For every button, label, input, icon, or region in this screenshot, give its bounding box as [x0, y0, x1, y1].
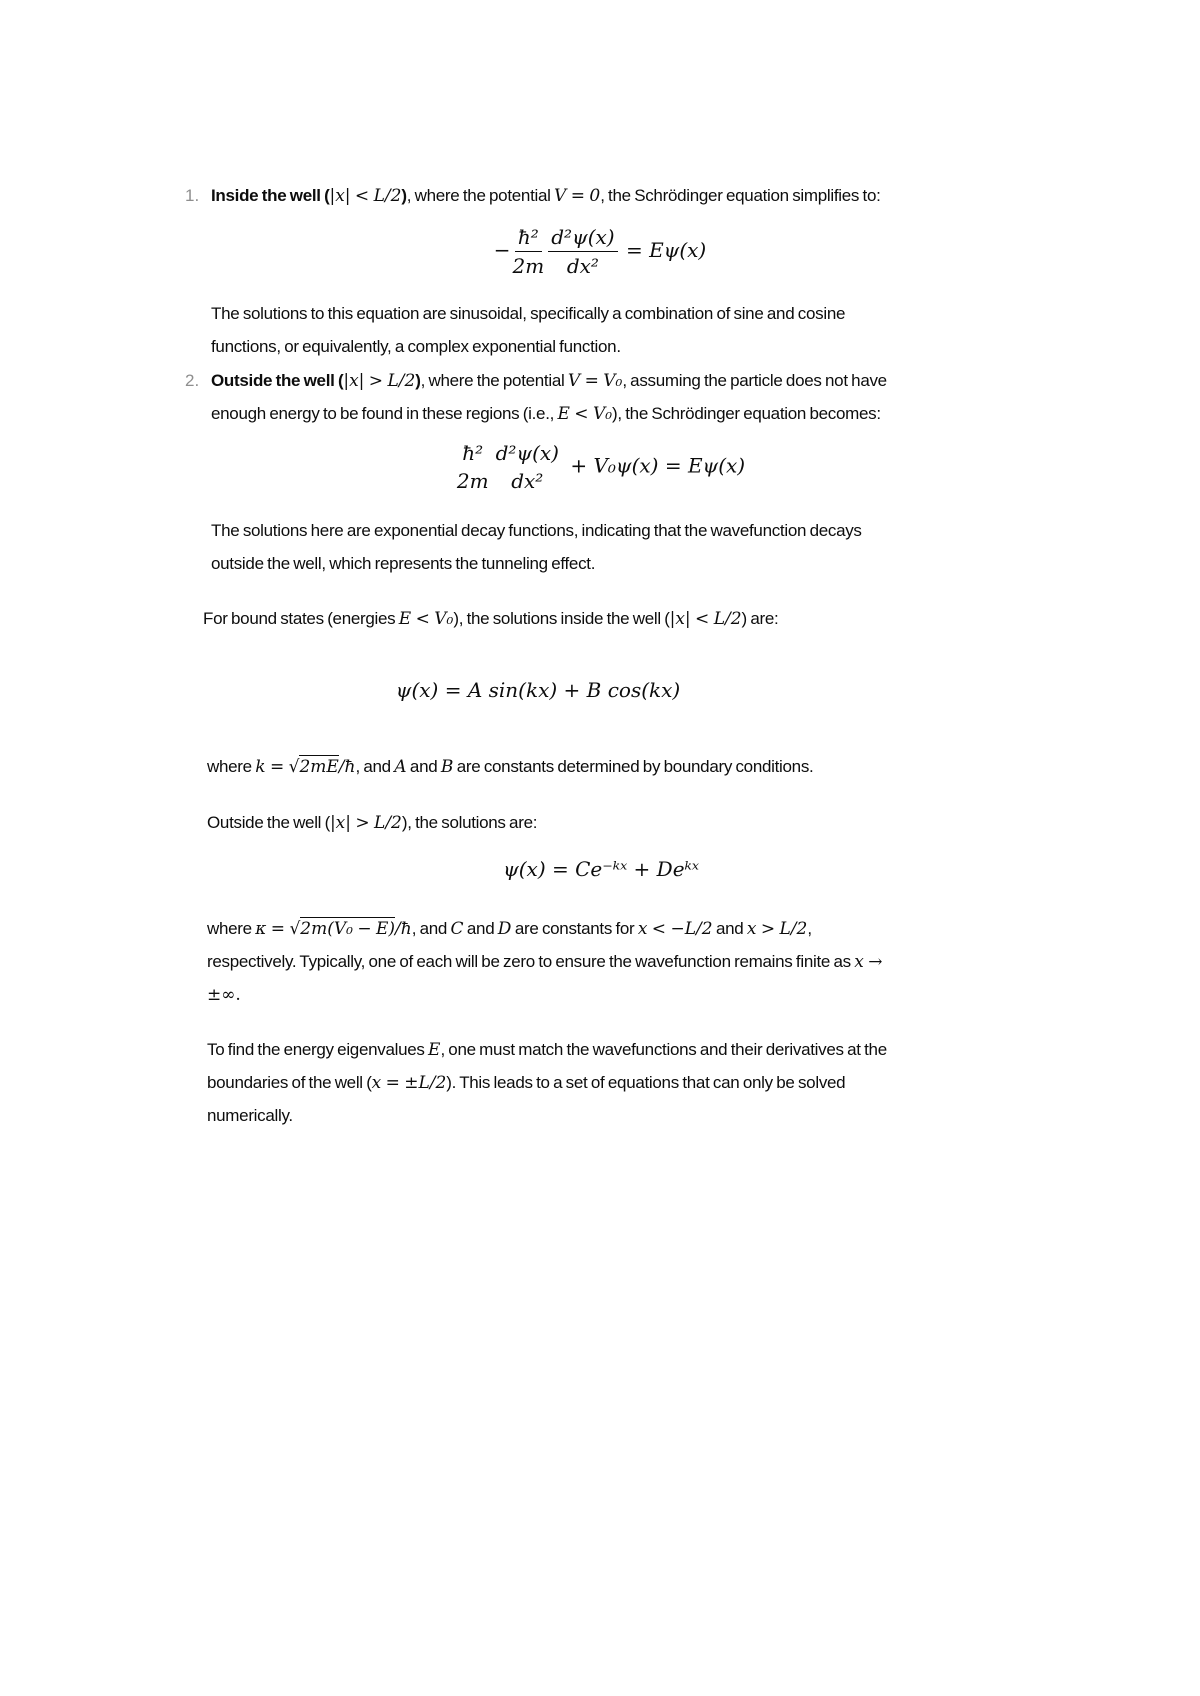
bound-where-k: k = [255, 757, 289, 777]
eq2-frac2-den: dx² [511, 469, 544, 493]
eq1-frac1-den: 2m [512, 254, 545, 278]
outside-cond: |x| > L/2 [329, 813, 402, 833]
bound-where-a: where [207, 757, 256, 776]
eq2-frac2-num: d²ψ(x) [495, 441, 559, 465]
bound-cond-a: E < V₀ [398, 609, 454, 629]
item1-potential: V = 0 [554, 186, 601, 206]
item2-line2-b: ), the Schrödinger equation becomes: [612, 404, 881, 423]
bound-states-line [203, 603, 778, 635]
outside-where-e: and [712, 919, 747, 938]
outside-kappa: κ = [255, 919, 290, 939]
item2-paragraph-line1: The solutions here are exponential decay functions, indicating that the wavefunction decays [211, 521, 862, 540]
item2-line2 [211, 398, 881, 430]
list-number-2: 2. [185, 371, 200, 390]
eq2-frac1-num: ħ² [462, 441, 484, 465]
item1-condition: |x| < L/2 [329, 186, 402, 206]
item2-bold-label: Outside the well ( [211, 371, 344, 390]
outside-D: D [497, 919, 512, 939]
item1-text-b: , the Schrödinger equation simplifies to: [600, 186, 881, 205]
final-line1-E: E [428, 1040, 441, 1060]
eq1-frac2-num: d²ψ(x) [548, 224, 617, 252]
item2-potential: V = V₀ [567, 371, 623, 391]
final-line3: numerically. [207, 1106, 293, 1125]
outside-C: C [450, 919, 464, 939]
outside-sqrt: 2m(V₀ − E) [300, 919, 396, 939]
bound-where-hbar: /ħ [338, 757, 356, 777]
outside-text-b: ), the solutions are: [401, 813, 538, 832]
final-line1 [207, 1034, 887, 1066]
bound-where-A: A [394, 757, 407, 777]
item1-paragraph-line2: functions, or equivalently, a complex exponential function. [211, 337, 621, 356]
item1-bold-label: Inside the well ( [211, 186, 330, 205]
outside-where-d: are constants for [511, 919, 638, 938]
outside-where-c: and [463, 919, 498, 938]
item2-line2-a: enough energy to be found in these regions (i.e., [211, 404, 558, 423]
eq2-rhs: + V₀ψ(x) = Eψ(x) [570, 453, 746, 478]
item1-text-a: , where the potential [406, 186, 555, 205]
item2-condition: |x| > L/2 [343, 371, 416, 391]
bound-where-sqrt: 2mE [299, 757, 339, 777]
outside-range1: x < −L/2 [637, 919, 713, 939]
final-line2 [207, 1067, 845, 1099]
bound-where-line: where k = √2mE/ħ, and A and B are constants determined by boundary conditions. [207, 757, 814, 777]
final-line2-b: ). This leads to a set of equations that can only be solved [446, 1073, 846, 1092]
outside-range2: x > L/2 [746, 919, 808, 939]
bound-where-c: and [406, 757, 441, 776]
outside-where-line3: ±∞. [207, 985, 241, 1005]
final-line2-m: x = ±L/2 [371, 1073, 447, 1093]
final-line2-a: boundaries of the well ( [207, 1073, 372, 1092]
item2-line2-cond: E < V₀ [557, 404, 613, 424]
final-line1-a: To find the energy eigenvalues [207, 1040, 429, 1059]
equation-outside-solution: ψ(x) = Ce⁻ᵏˣ + Deᵏˣ [503, 857, 699, 881]
eq2-frac1-den: 2m [456, 469, 489, 493]
outside-where-line2 [207, 946, 883, 978]
eq1-frac1-num: ħ² [515, 224, 542, 252]
outside-where-f: , [807, 919, 812, 938]
equation-inside-solution: ψ(x) = A sin(kx) + B cos(kx) [395, 678, 681, 702]
item2-bold-close: ) [415, 371, 421, 390]
item2-heading-line [211, 365, 887, 397]
outside-where-a: where [207, 919, 256, 938]
outside-line2-a: respectively. Typically, one of each will be zero to ensure the wavefunction remains finite as [207, 952, 855, 971]
eq1-frac2-den: dx² [566, 254, 599, 278]
bound-text-c: ) are: [741, 609, 779, 628]
equation-outside-well [0, 440, 1200, 494]
bound-where-b: , and [355, 757, 395, 776]
bound-where-B: B [440, 757, 454, 777]
bound-text-a: For bound states (energies [203, 609, 399, 628]
outside-text-a: Outside the well ( [207, 813, 330, 832]
bound-where-d: are constants determined by boundary conditions. [453, 757, 814, 776]
bound-cond-b: |x| < L/2 [669, 609, 742, 629]
final-line1-b: , one must match the wavefunctions and their derivatives at the [440, 1040, 887, 1059]
eq1-rhs: = Eψ(x) [625, 238, 707, 262]
item1-bold-close: ) [401, 186, 407, 205]
outside-hbar: /ħ [395, 919, 412, 939]
outside-where-b: , and [411, 919, 451, 938]
outside-line2-m: x → [854, 952, 883, 972]
outside-where-line1: where κ = √2m(V₀ − E)/ħ, and C and D are constants for x < −L/2 and x > L/2, [207, 919, 812, 939]
equation-inside-well: − $\frac{\text{ħ²}}{2m}$ $\frac{\text{d²ψ(x)}}{\text{dx²}}$ = Eψ(x) [493, 225, 707, 278]
outside-intro-line [207, 807, 537, 839]
item1-paragraph-line1: The solutions to this equation are sinusoidal, specifically a combination of sine and cosine [211, 304, 846, 323]
bound-text-b: ), the solutions inside the well ( [453, 609, 670, 628]
item2-text-b: , assuming the particle does not have [622, 371, 887, 390]
item2-paragraph-line2: outside the well, which represents the tunneling effect. [211, 554, 596, 573]
item1-heading-line [211, 180, 881, 212]
list-number-1: 1. [185, 186, 200, 205]
item2-text-a: , where the potential [420, 371, 568, 390]
